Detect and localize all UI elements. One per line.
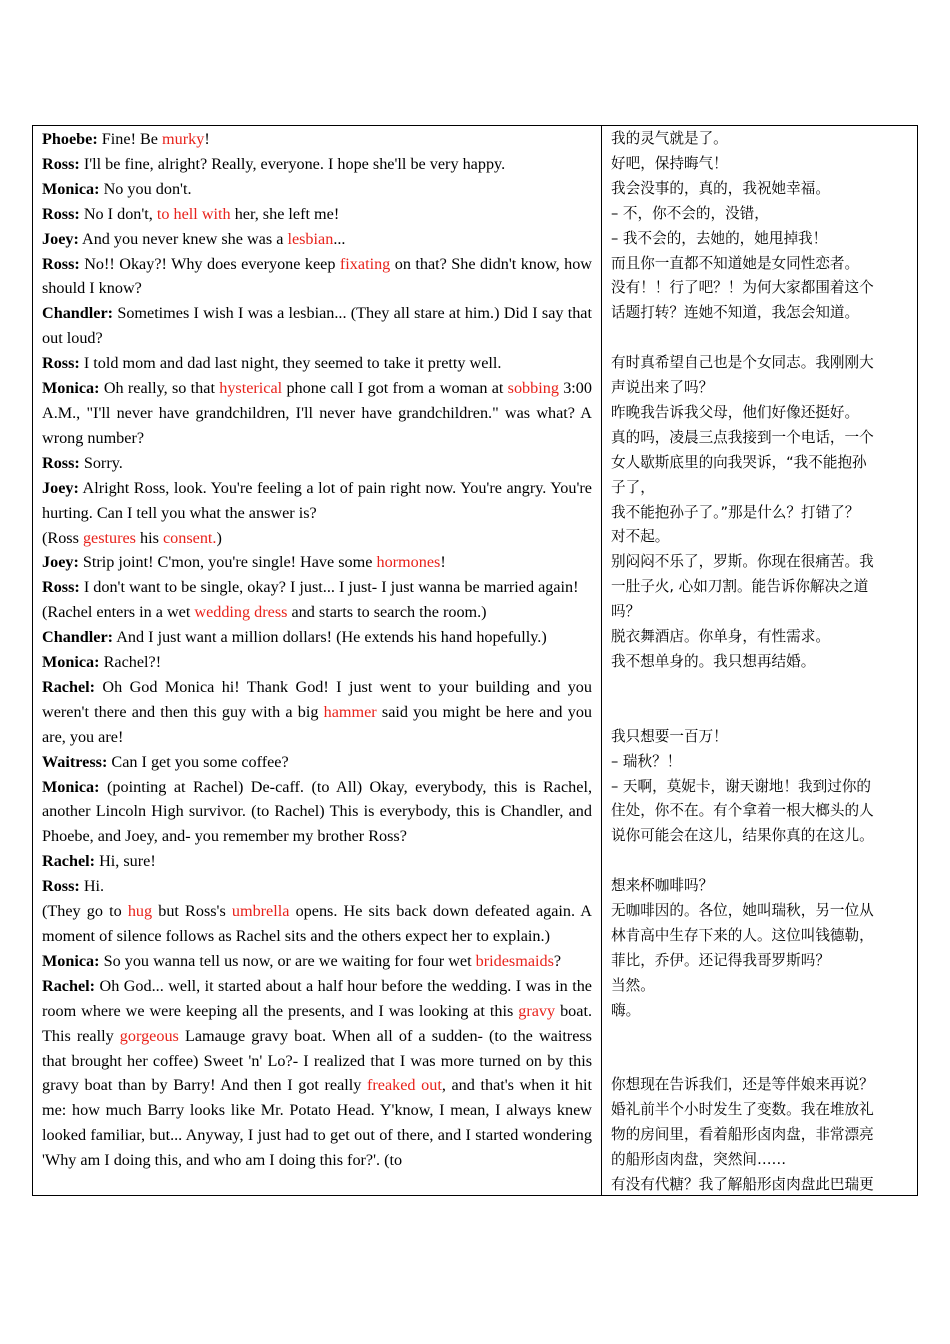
dialogue-text: boat. This really <box>42 1001 592 1045</box>
speaker-name: Rachel: <box>42 976 96 995</box>
dialogue-text: Can I get you some coffee? <box>107 752 289 771</box>
speaker-name: Phoebe: <box>42 130 98 148</box>
english-line <box>42 301 592 351</box>
speaker-name: Joey: <box>42 553 79 572</box>
chinese-line: 嗨。 <box>611 1001 641 1019</box>
chinese-line: 林肯高中生存下来的人。这位叫钱德勒， <box>611 926 874 944</box>
dialogue-text: I'll be fine, alright? Really, everyone. I hope she'll be very happy. <box>79 154 506 173</box>
chinese-line <box>611 326 909 351</box>
dialogue-text: 3:00 A.M., "I'll never have grandchildren, I'll never have grandchildren." was what? A wrong number? <box>42 379 592 447</box>
speaker-name: Ross: <box>42 354 80 373</box>
english-line <box>42 899 592 949</box>
chinese-line: 想来杯咖啡吗？ <box>611 877 714 895</box>
chinese-line: 你想现在告诉我们，还是等伴娘来再说？ <box>611 1076 874 1094</box>
vocabulary-highlight: umbrella <box>231 902 290 921</box>
chinese-line: 一肚子火, 心如刀割。能告诉你解决之道 <box>611 578 869 596</box>
english-line <box>42 625 592 650</box>
vocabulary-highlight: gestures <box>82 528 136 547</box>
chinese-line: 昨晚我告诉我父母，他们好像还挺好。 <box>611 403 860 421</box>
transcript-table <box>32 125 918 1196</box>
chinese-line: 我只想要一百万！ <box>611 727 728 745</box>
english-line <box>42 874 592 899</box>
chinese-line: 脱衣舞酒店。你单身，有性需求。 <box>611 628 830 646</box>
dialogue-text: (pointing at Rachel) De-caff. (to All) Okay, everybody, this is Rachel, another Lincoln High survivor. (to Rachel) This is everybody, this is Chandler, and Phoebe, and Joey, and- you remember my brother Ross? <box>42 777 592 846</box>
dialogue-text: Fine! Be <box>97 130 163 148</box>
speaker-name: Joey: <box>42 478 79 497</box>
english-line <box>42 476 592 526</box>
dialogue-text: Oh God Monica hi! Thank God! I just went to your building and you weren't there and then this guy with a big <box>42 677 592 721</box>
english-line <box>42 127 592 152</box>
speaker-name: Monica: <box>42 777 100 796</box>
dialogue-text: ? <box>553 951 562 970</box>
dialogue-text: Sometimes I wish I was a lesbian... (They all stare at him.) Did I say that out loud? <box>42 304 592 348</box>
english-line <box>42 451 592 476</box>
speaker-name: Ross: <box>42 453 80 472</box>
dialogue-text: Hi. <box>79 877 105 896</box>
chinese-line <box>611 1024 909 1049</box>
english-line <box>42 227 592 252</box>
speaker-name: Ross: <box>42 204 80 223</box>
chinese-line: 有时真希望自己也是个女同志。我刚刚大 <box>611 354 874 372</box>
chinese-line: 当然。 <box>611 976 655 994</box>
dialogue-text: I told mom and dad last night, they seemed to take it pretty well. <box>79 354 502 373</box>
dialogue-text: Rachel?! <box>99 653 162 672</box>
dialogue-text: I don't want to be single, okay? I just... I just- I just wanna be married again! <box>79 578 579 597</box>
vocabulary-highlight: wedding dress <box>194 603 288 622</box>
dialogue-text: his <box>135 528 163 547</box>
speaker-name: Monica: <box>42 951 100 970</box>
vocabulary-highlight: gorgeous <box>119 1026 179 1045</box>
dialogue-text: Strip joint! C'mon, you're single! Have some <box>78 553 377 572</box>
dialogue-text: No you don't. <box>99 179 192 198</box>
dialogue-text: No!! Okay?! Why does everyone keep <box>79 254 340 273</box>
english-line <box>42 526 592 551</box>
vocabulary-highlight: gravy <box>518 1001 556 1020</box>
english-line <box>42 949 592 974</box>
chinese-line: 话题打转？连她不知道，我怎会知道。 <box>611 304 860 322</box>
chinese-line: 无咖啡因的。各位，她叫瑞秋，另一位从 <box>611 902 874 920</box>
chinese-column <box>602 126 917 1195</box>
dialogue-text: No I don't, <box>79 204 157 223</box>
dialogue-text: opens. He sits back down defeated again. A moment of silence follows as Rachel sits and the others expect her to explain.) <box>42 902 592 945</box>
chinese-line: 我会没事的，真的，我祝她幸福。 <box>611 179 830 197</box>
english-line <box>42 650 592 675</box>
dialogue-text: (Rachel enters in a wet <box>42 603 195 622</box>
speaker-name: Waitress: <box>42 752 108 771</box>
chinese-line <box>611 700 909 725</box>
vocabulary-highlight: murky <box>162 130 205 148</box>
english-line <box>42 550 592 575</box>
english-line <box>42 252 592 302</box>
dialogue-text: And you never knew she was a <box>78 229 288 248</box>
speaker-name: Ross: <box>42 877 80 896</box>
english-line <box>42 202 592 227</box>
dialogue-text: ! <box>204 130 210 148</box>
dialogue-text: ) <box>216 528 222 547</box>
dialogue-text: And I just want a million dollars! (He extends his hand hopefully.) <box>113 628 547 647</box>
vocabulary-highlight: hug <box>127 902 153 921</box>
dialogue-text: Lamauge gravy boat. When all of a sudden- (to the waitress that brought her coffee) Sweet 'n' Lo?- I realized that I was more turned on by this gravy boat than by Barry! And then I got really <box>42 1026 592 1095</box>
speaker-name: Joey: <box>42 229 79 248</box>
dialogue-text: (They go to <box>42 902 128 921</box>
chinese-line: 女人歇斯底里的向我哭诉，“我不能抱孙 <box>611 453 867 471</box>
speaker-name: Monica: <box>42 653 100 672</box>
chinese-line <box>611 675 909 700</box>
vocabulary-highlight: consent. <box>162 528 217 547</box>
english-line <box>42 575 592 600</box>
vocabulary-highlight: hammer <box>323 702 377 721</box>
chinese-line: 我的灵气就是了。 <box>611 130 728 147</box>
chinese-line: 对不起。 <box>611 528 670 546</box>
english-line <box>42 600 592 625</box>
chinese-line: 有没有代糖？我了解船形卤肉盘此巴瑞更 <box>611 1175 874 1193</box>
vocabulary-highlight: lesbian <box>287 229 334 248</box>
chinese-line: 说你可能会在这儿，结果你真的在这儿。 <box>611 827 874 845</box>
chinese-line: 的船形卤肉盘，突然间…… <box>611 1151 787 1169</box>
english-line <box>42 849 592 874</box>
english-line <box>42 974 592 1173</box>
chinese-line: 而且你一直都不知道她是女同性恋者。 <box>611 254 860 272</box>
dialogue-text: , and that's when it hit me: how much Barry looks like Mr. Potato Head. Y'know, I mean, I always knew looked familiar, but... Anyway, I just had to get out of there, and I started wondering 'Why am I doing this, and who am I doing this for?'. (to <box>42 1076 592 1170</box>
dialogue-text: ! <box>440 553 446 572</box>
speaker-name: Chandler: <box>42 304 114 323</box>
vocabulary-highlight: sobbing <box>507 379 559 398</box>
english-line <box>42 750 592 775</box>
chinese-line: 菲比，乔伊。还记得我哥罗斯吗？ <box>611 951 830 969</box>
speaker-name: Ross: <box>42 154 80 173</box>
english-line <box>42 351 592 376</box>
speaker-name: Monica: <box>42 179 100 198</box>
chinese-line: 别闷闷不乐了，罗斯。你现在很痛苦。我 <box>611 553 874 571</box>
vocabulary-highlight: freaked out <box>367 1076 442 1095</box>
english-line <box>42 177 592 202</box>
chinese-line: 没有！！行了吧？！为何大家都围着这个 <box>611 279 874 297</box>
dialogue-text: but Ross's <box>152 902 232 921</box>
chinese-line <box>611 849 909 874</box>
chinese-line: 我不能抱孙子了。”那是什么？打错了？ <box>611 503 860 521</box>
dialogue-text: said you might be here and you are, you are! <box>42 702 593 746</box>
chinese-line: 物的房间里，看着船形卤肉盘，非常漂亮 <box>611 1126 874 1144</box>
chinese-line: 我不想单身的。我只想再结婚。 <box>611 653 816 671</box>
english-line <box>42 152 592 177</box>
english-line <box>42 376 592 451</box>
dialogue-text: ... <box>333 229 346 248</box>
chinese-line: – 不，你不会的，没错， <box>611 204 769 222</box>
speaker-name: Rachel: <box>42 852 96 871</box>
dialogue-text: So you wanna tell us now, or are we waiting for four wet <box>99 951 476 970</box>
vocabulary-highlight: hysterical <box>219 379 283 398</box>
dialogue-text: her, she left me! <box>230 204 340 223</box>
chinese-line: 婚礼前半个小时发生了变数。我在堆放礼 <box>611 1101 874 1119</box>
speaker-name: Ross: <box>42 578 80 597</box>
speaker-name: Ross: <box>42 254 80 273</box>
vocabulary-highlight: bridesmaids <box>475 951 554 970</box>
chinese-line: 好吧，保持晦气！ <box>611 154 728 172</box>
dialogue-text: Oh God... well, it started about a half hour before the wedding. I was in the room where we were keeping all the presents, and I was looking at this <box>42 976 592 1020</box>
chinese-line: 吗？ <box>611 603 641 621</box>
dialogue-text: phone call I got from a woman at <box>282 379 508 398</box>
chinese-line: 声说出来了吗？ <box>611 379 714 397</box>
chinese-line: – 我不会的，去她的，她甩掉我！ <box>611 229 828 247</box>
vocabulary-highlight: hormones <box>376 553 441 572</box>
dialogue-text: and starts to search the room.) <box>287 603 487 622</box>
dialogue-text: Sorry. <box>79 453 123 472</box>
vocabulary-highlight: to hell with <box>156 204 231 223</box>
vocabulary-highlight: fixating <box>339 254 391 273</box>
chinese-line: 真的吗，凌晨三点我接到一个电话，一个 <box>611 428 874 446</box>
dialogue-text: on that? She didn't know, how should I know? <box>42 254 592 298</box>
speaker-name: Rachel: <box>42 677 96 696</box>
english-line <box>42 775 592 850</box>
chinese-line: – 天啊，莫妮卡，谢天谢地！我到过你的 <box>611 777 872 795</box>
english-line <box>42 675 592 750</box>
chinese-line: 住处，你不在。有个拿着一根大榔头的人 <box>611 802 874 820</box>
dialogue-text: (Ross <box>42 528 83 547</box>
speaker-name: Chandler: <box>42 628 114 647</box>
chinese-line <box>611 1048 909 1073</box>
chinese-line: – 瑞秋？！ <box>611 752 682 770</box>
dialogue-text: Alright Ross, look. You're feeling a lot of pain right now. You're angry. You're hurting. Can I tell you what the answer is? <box>42 478 592 522</box>
english-column <box>33 126 602 1195</box>
speaker-name: Monica: <box>42 379 100 398</box>
dialogue-text: Hi, sure! <box>95 852 156 871</box>
dialogue-text: Oh really, so that <box>99 379 220 398</box>
chinese-line: 子了， <box>611 478 655 496</box>
